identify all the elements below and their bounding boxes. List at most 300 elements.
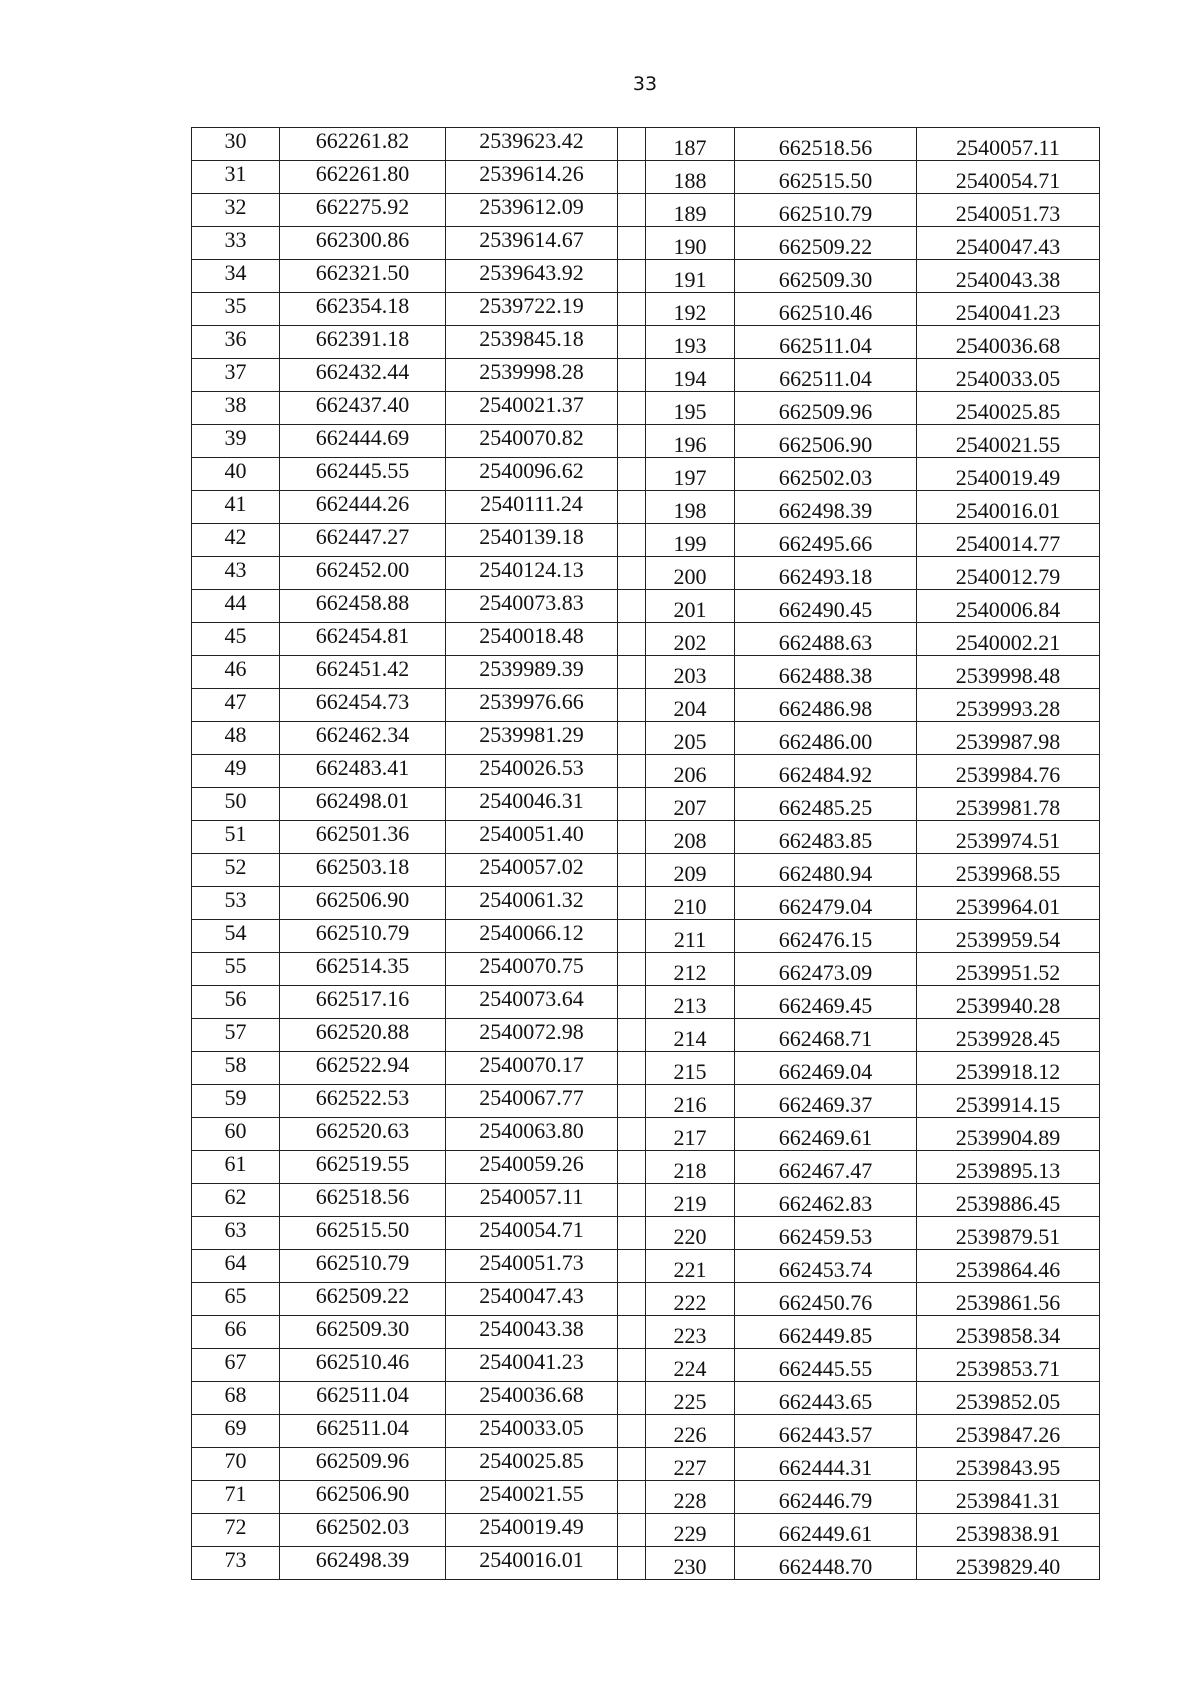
separator-cell [618,1052,646,1085]
table-row [192,1382,1100,1415]
left-x-coordinate-cell: 662522.94 [280,1052,446,1085]
right-point-number-cell: 210 [646,887,735,920]
right-y-coordinate-cell: 2539841.31 [917,1481,1100,1514]
right-point-number-cell: 191 [646,260,735,293]
right-x-coordinate-cell: 662469.61 [735,1118,917,1151]
right-x-coordinate-cell: 662510.79 [735,194,917,227]
table-row [192,920,1100,953]
left-y-coordinate-cell: 2539612.09 [446,194,618,227]
separator-cell [618,491,646,524]
left-x-coordinate-cell: 662447.27 [280,524,446,557]
left-y-coordinate-cell: 2539989.39 [446,656,618,689]
table-row [192,1118,1100,1151]
separator-cell [618,623,646,656]
right-y-coordinate-cell: 2539940.28 [917,986,1100,1019]
separator-cell [618,557,646,590]
left-point-number-cell: 48 [192,722,280,755]
right-x-coordinate-cell: 662468.71 [735,1019,917,1052]
table-row [192,326,1100,359]
table-row [192,1283,1100,1316]
left-point-number-cell: 57 [192,1019,280,1052]
table-row [192,1514,1100,1547]
right-point-number-cell: 209 [646,854,735,887]
right-point-number-cell: 221 [646,1250,735,1283]
right-point-number-cell: 230 [646,1547,735,1580]
separator-cell [618,260,646,293]
table-body [192,128,1100,1580]
left-x-coordinate-cell: 662261.82 [280,128,446,161]
left-x-coordinate-cell: 662483.41 [280,755,446,788]
left-x-coordinate-cell: 662444.69 [280,425,446,458]
table-row [192,986,1100,1019]
left-y-coordinate-cell: 2540066.12 [446,920,618,953]
right-x-coordinate-cell: 662459.53 [735,1217,917,1250]
right-x-coordinate-cell: 662484.92 [735,755,917,788]
table-row [192,689,1100,722]
left-x-coordinate-cell: 662261.80 [280,161,446,194]
left-point-number-cell: 46 [192,656,280,689]
right-x-coordinate-cell: 662502.03 [735,458,917,491]
right-y-coordinate-cell: 2540019.49 [917,458,1100,491]
left-point-number-cell: 73 [192,1547,280,1580]
left-x-coordinate-cell: 662520.88 [280,1019,446,1052]
table-row [192,590,1100,623]
right-x-coordinate-cell: 662506.90 [735,425,917,458]
table-row [192,788,1100,821]
right-point-number-cell: 222 [646,1283,735,1316]
right-point-number-cell: 223 [646,1316,735,1349]
left-y-coordinate-cell: 2540021.55 [446,1481,618,1514]
right-y-coordinate-cell: 2540051.73 [917,194,1100,227]
left-y-coordinate-cell: 2539722.19 [446,293,618,326]
left-y-coordinate-cell: 2540046.31 [446,788,618,821]
right-y-coordinate-cell: 2539928.45 [917,1019,1100,1052]
right-x-coordinate-cell: 662518.56 [735,128,917,161]
left-y-coordinate-cell: 2540036.68 [446,1382,618,1415]
separator-cell [618,854,646,887]
right-y-coordinate-cell: 2540047.43 [917,227,1100,260]
left-y-coordinate-cell: 2540070.82 [446,425,618,458]
left-point-number-cell: 50 [192,788,280,821]
separator-cell [618,1250,646,1283]
left-point-number-cell: 40 [192,458,280,491]
table-row [192,953,1100,986]
right-point-number-cell: 194 [646,359,735,392]
table-row [192,161,1100,194]
left-point-number-cell: 41 [192,491,280,524]
right-y-coordinate-cell: 2539838.91 [917,1514,1100,1547]
separator-cell [618,1349,646,1382]
separator-cell [618,986,646,1019]
separator-cell [618,788,646,821]
page-number: 33 [632,73,658,95]
left-x-coordinate-cell: 662518.56 [280,1184,446,1217]
right-y-coordinate-cell: 2540036.68 [917,326,1100,359]
left-x-coordinate-cell: 662275.92 [280,194,446,227]
separator-cell [618,1481,646,1514]
left-x-coordinate-cell: 662509.96 [280,1448,446,1481]
right-x-coordinate-cell: 662515.50 [735,161,917,194]
right-x-coordinate-cell: 662511.04 [735,359,917,392]
left-x-coordinate-cell: 662517.16 [280,986,446,1019]
left-x-coordinate-cell: 662519.55 [280,1151,446,1184]
left-point-number-cell: 49 [192,755,280,788]
left-point-number-cell: 60 [192,1118,280,1151]
left-x-coordinate-cell: 662498.01 [280,788,446,821]
right-y-coordinate-cell: 2539879.51 [917,1217,1100,1250]
left-y-coordinate-cell: 2539623.42 [446,128,618,161]
right-x-coordinate-cell: 662486.98 [735,689,917,722]
table-row [192,887,1100,920]
right-point-number-cell: 213 [646,986,735,1019]
right-point-number-cell: 225 [646,1382,735,1415]
table-row [192,1448,1100,1481]
table-row [192,194,1100,227]
left-x-coordinate-cell: 662462.34 [280,722,446,755]
left-x-coordinate-cell: 662510.79 [280,1250,446,1283]
table-row [192,458,1100,491]
right-y-coordinate-cell: 2540012.79 [917,557,1100,590]
right-y-coordinate-cell: 2539964.01 [917,887,1100,920]
right-point-number-cell: 190 [646,227,735,260]
right-x-coordinate-cell: 662469.04 [735,1052,917,1085]
table-row [192,1349,1100,1382]
right-point-number-cell: 206 [646,755,735,788]
right-y-coordinate-cell: 2539968.55 [917,854,1100,887]
table-row [192,623,1100,656]
table-row [192,359,1100,392]
left-y-coordinate-cell: 2540124.13 [446,557,618,590]
right-x-coordinate-cell: 662444.31 [735,1448,917,1481]
separator-cell [618,227,646,260]
right-y-coordinate-cell: 2539829.40 [917,1547,1100,1580]
right-y-coordinate-cell: 2539984.76 [917,755,1100,788]
separator-cell [618,524,646,557]
right-point-number-cell: 203 [646,656,735,689]
separator-cell [618,953,646,986]
right-y-coordinate-cell: 2540033.05 [917,359,1100,392]
left-y-coordinate-cell: 2540111.24 [446,491,618,524]
left-x-coordinate-cell: 662444.26 [280,491,446,524]
separator-cell [618,326,646,359]
left-y-coordinate-cell: 2540070.75 [446,953,618,986]
left-x-coordinate-cell: 662510.46 [280,1349,446,1382]
left-x-coordinate-cell: 662391.18 [280,326,446,359]
right-y-coordinate-cell: 2539904.89 [917,1118,1100,1151]
left-point-number-cell: 31 [192,161,280,194]
left-y-coordinate-cell: 2540061.32 [446,887,618,920]
table-row [192,854,1100,887]
right-x-coordinate-cell: 662509.30 [735,260,917,293]
right-point-number-cell: 201 [646,590,735,623]
right-point-number-cell: 214 [646,1019,735,1052]
right-x-coordinate-cell: 662473.09 [735,953,917,986]
left-point-number-cell: 33 [192,227,280,260]
left-point-number-cell: 39 [192,425,280,458]
left-y-coordinate-cell: 2540051.73 [446,1250,618,1283]
right-point-number-cell: 189 [646,194,735,227]
right-point-number-cell: 198 [646,491,735,524]
separator-cell [618,1019,646,1052]
right-point-number-cell: 204 [646,689,735,722]
left-x-coordinate-cell: 662458.88 [280,590,446,623]
right-y-coordinate-cell: 2539974.51 [917,821,1100,854]
right-y-coordinate-cell: 2539918.12 [917,1052,1100,1085]
left-point-number-cell: 64 [192,1250,280,1283]
right-x-coordinate-cell: 662469.37 [735,1085,917,1118]
left-x-coordinate-cell: 662501.36 [280,821,446,854]
right-point-number-cell: 229 [646,1514,735,1547]
table-row [192,755,1100,788]
separator-cell [618,1151,646,1184]
right-point-number-cell: 205 [646,722,735,755]
table-row [192,1052,1100,1085]
left-y-coordinate-cell: 2540054.71 [446,1217,618,1250]
right-x-coordinate-cell: 662450.76 [735,1283,917,1316]
left-point-number-cell: 36 [192,326,280,359]
separator-cell [618,920,646,953]
separator-cell [618,821,646,854]
right-y-coordinate-cell: 2539951.52 [917,953,1100,986]
right-x-coordinate-cell: 662488.38 [735,656,917,689]
right-point-number-cell: 196 [646,425,735,458]
left-point-number-cell: 45 [192,623,280,656]
right-point-number-cell: 199 [646,524,735,557]
right-point-number-cell: 228 [646,1481,735,1514]
left-point-number-cell: 68 [192,1382,280,1415]
left-point-number-cell: 72 [192,1514,280,1547]
right-x-coordinate-cell: 662476.15 [735,920,917,953]
left-point-number-cell: 55 [192,953,280,986]
right-point-number-cell: 192 [646,293,735,326]
right-x-coordinate-cell: 662509.22 [735,227,917,260]
left-x-coordinate-cell: 662509.22 [280,1283,446,1316]
right-point-number-cell: 217 [646,1118,735,1151]
separator-cell [618,887,646,920]
right-y-coordinate-cell: 2540021.55 [917,425,1100,458]
left-point-number-cell: 37 [192,359,280,392]
table-row [192,1547,1100,1580]
left-x-coordinate-cell: 662451.42 [280,656,446,689]
right-point-number-cell: 224 [646,1349,735,1382]
right-x-coordinate-cell: 662448.70 [735,1547,917,1580]
left-x-coordinate-cell: 662506.90 [280,887,446,920]
left-y-coordinate-cell: 2539643.92 [446,260,618,293]
table-row [192,1184,1100,1217]
right-y-coordinate-cell: 2540016.01 [917,491,1100,524]
left-x-coordinate-cell: 662454.81 [280,623,446,656]
separator-cell [618,689,646,722]
left-point-number-cell: 32 [192,194,280,227]
right-point-number-cell: 207 [646,788,735,821]
right-point-number-cell: 195 [646,392,735,425]
left-point-number-cell: 58 [192,1052,280,1085]
right-x-coordinate-cell: 662449.85 [735,1316,917,1349]
left-point-number-cell: 59 [192,1085,280,1118]
left-y-coordinate-cell: 2540070.17 [446,1052,618,1085]
right-y-coordinate-cell: 2539847.26 [917,1415,1100,1448]
left-x-coordinate-cell: 662510.79 [280,920,446,953]
separator-cell [618,722,646,755]
table-row [192,293,1100,326]
right-x-coordinate-cell: 662490.45 [735,590,917,623]
separator-cell [618,1283,646,1316]
left-point-number-cell: 34 [192,260,280,293]
right-y-coordinate-cell: 2540014.77 [917,524,1100,557]
left-point-number-cell: 30 [192,128,280,161]
left-point-number-cell: 52 [192,854,280,887]
left-point-number-cell: 63 [192,1217,280,1250]
right-y-coordinate-cell: 2540025.85 [917,392,1100,425]
right-x-coordinate-cell: 662483.85 [735,821,917,854]
separator-cell [618,1118,646,1151]
right-x-coordinate-cell: 662443.57 [735,1415,917,1448]
separator-cell [618,1514,646,1547]
right-point-number-cell: 197 [646,458,735,491]
separator-cell [618,293,646,326]
left-point-number-cell: 47 [192,689,280,722]
right-x-coordinate-cell: 662443.65 [735,1382,917,1415]
left-y-coordinate-cell: 2540026.53 [446,755,618,788]
table-row [192,524,1100,557]
table-row [192,1217,1100,1250]
separator-cell [618,656,646,689]
left-x-coordinate-cell: 662454.73 [280,689,446,722]
right-y-coordinate-cell: 2539959.54 [917,920,1100,953]
left-y-coordinate-cell: 2539614.67 [446,227,618,260]
right-y-coordinate-cell: 2540006.84 [917,590,1100,623]
left-y-coordinate-cell: 2540096.62 [446,458,618,491]
right-point-number-cell: 200 [646,557,735,590]
separator-cell [618,194,646,227]
right-point-number-cell: 211 [646,920,735,953]
right-y-coordinate-cell: 2540054.71 [917,161,1100,194]
left-point-number-cell: 70 [192,1448,280,1481]
left-y-coordinate-cell: 2539998.28 [446,359,618,392]
right-x-coordinate-cell: 662488.63 [735,623,917,656]
left-x-coordinate-cell: 662502.03 [280,1514,446,1547]
left-point-number-cell: 66 [192,1316,280,1349]
separator-cell [618,425,646,458]
right-x-coordinate-cell: 662498.39 [735,491,917,524]
left-y-coordinate-cell: 2539981.29 [446,722,618,755]
right-x-coordinate-cell: 662486.00 [735,722,917,755]
right-point-number-cell: 193 [646,326,735,359]
left-x-coordinate-cell: 662354.18 [280,293,446,326]
separator-cell [618,1085,646,1118]
right-x-coordinate-cell: 662511.04 [735,326,917,359]
left-y-coordinate-cell: 2540033.05 [446,1415,618,1448]
left-y-coordinate-cell: 2540067.77 [446,1085,618,1118]
right-point-number-cell: 216 [646,1085,735,1118]
separator-cell [618,1448,646,1481]
left-y-coordinate-cell: 2540057.11 [446,1184,618,1217]
table-row [192,227,1100,260]
left-point-number-cell: 56 [192,986,280,1019]
right-x-coordinate-cell: 662469.45 [735,986,917,1019]
left-x-coordinate-cell: 662498.39 [280,1547,446,1580]
right-y-coordinate-cell: 2539886.45 [917,1184,1100,1217]
separator-cell [618,1547,646,1580]
left-x-coordinate-cell: 662321.50 [280,260,446,293]
table-row [192,260,1100,293]
right-point-number-cell: 218 [646,1151,735,1184]
left-y-coordinate-cell: 2540047.43 [446,1283,618,1316]
left-y-coordinate-cell: 2540139.18 [446,524,618,557]
right-point-number-cell: 219 [646,1184,735,1217]
left-y-coordinate-cell: 2540025.85 [446,1448,618,1481]
left-x-coordinate-cell: 662452.00 [280,557,446,590]
table-row [192,1316,1100,1349]
right-x-coordinate-cell: 662493.18 [735,557,917,590]
separator-cell [618,458,646,491]
separator-cell [618,1184,646,1217]
right-point-number-cell: 208 [646,821,735,854]
left-y-coordinate-cell: 2540019.49 [446,1514,618,1547]
left-x-coordinate-cell: 662520.63 [280,1118,446,1151]
right-x-coordinate-cell: 662467.47 [735,1151,917,1184]
separator-cell [618,590,646,623]
left-point-number-cell: 61 [192,1151,280,1184]
left-y-coordinate-cell: 2540018.48 [446,623,618,656]
table-row [192,656,1100,689]
left-point-number-cell: 38 [192,392,280,425]
right-point-number-cell: 226 [646,1415,735,1448]
separator-cell [618,1415,646,1448]
right-y-coordinate-cell: 2539853.71 [917,1349,1100,1382]
right-x-coordinate-cell: 662453.74 [735,1250,917,1283]
left-point-number-cell: 54 [192,920,280,953]
left-x-coordinate-cell: 662511.04 [280,1415,446,1448]
right-x-coordinate-cell: 662446.79 [735,1481,917,1514]
left-point-number-cell: 69 [192,1415,280,1448]
table-row [192,392,1100,425]
right-y-coordinate-cell: 2539843.95 [917,1448,1100,1481]
left-x-coordinate-cell: 662300.86 [280,227,446,260]
separator-cell [618,755,646,788]
right-x-coordinate-cell: 662445.55 [735,1349,917,1382]
right-x-coordinate-cell: 662479.04 [735,887,917,920]
right-y-coordinate-cell: 2539981.78 [917,788,1100,821]
right-y-coordinate-cell: 2539914.15 [917,1085,1100,1118]
left-y-coordinate-cell: 2540051.40 [446,821,618,854]
right-point-number-cell: 220 [646,1217,735,1250]
table-row [192,722,1100,755]
separator-cell [618,128,646,161]
left-x-coordinate-cell: 662509.30 [280,1316,446,1349]
right-point-number-cell: 187 [646,128,735,161]
right-y-coordinate-cell: 2539895.13 [917,1151,1100,1184]
right-point-number-cell: 188 [646,161,735,194]
right-y-coordinate-cell: 2539987.98 [917,722,1100,755]
left-x-coordinate-cell: 662432.44 [280,359,446,392]
right-y-coordinate-cell: 2539993.28 [917,689,1100,722]
right-y-coordinate-cell: 2540057.11 [917,128,1100,161]
left-x-coordinate-cell: 662445.55 [280,458,446,491]
left-point-number-cell: 51 [192,821,280,854]
right-x-coordinate-cell: 662449.61 [735,1514,917,1547]
left-y-coordinate-cell: 2540072.98 [446,1019,618,1052]
separator-cell [618,1217,646,1250]
left-point-number-cell: 35 [192,293,280,326]
table-row [192,821,1100,854]
table-row [192,1085,1100,1118]
left-y-coordinate-cell: 2539976.66 [446,689,618,722]
left-y-coordinate-cell: 2540059.26 [446,1151,618,1184]
left-x-coordinate-cell: 662515.50 [280,1217,446,1250]
right-x-coordinate-cell: 662510.46 [735,293,917,326]
left-x-coordinate-cell: 662437.40 [280,392,446,425]
